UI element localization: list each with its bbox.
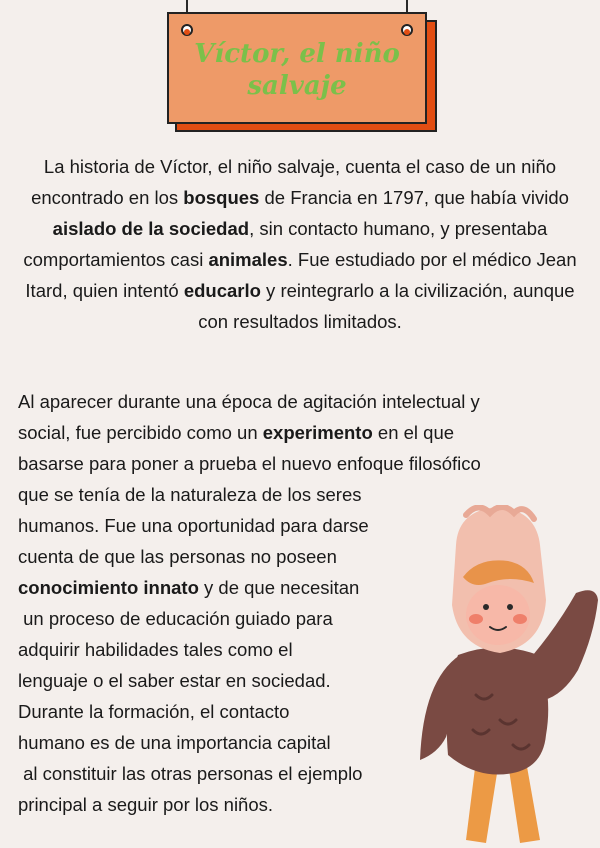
bold-run: aislado de la sociedad bbox=[52, 218, 250, 239]
nail-left-icon bbox=[181, 24, 193, 36]
text-line: Durante la formación, el contacto bbox=[18, 701, 290, 722]
text-run: y reintegrarlo a la civilización, aunque con resultados limitados. bbox=[198, 280, 575, 332]
title-line-2: salvaje bbox=[247, 71, 347, 101]
text-line: humano es de una importancia capital bbox=[18, 732, 331, 753]
text-line: un proceso de educación guiado para bbox=[18, 608, 333, 629]
page-title bbox=[192, 38, 402, 102]
text-line: principal a seguir por los niños. bbox=[18, 794, 274, 815]
text-line bbox=[18, 417, 578, 448]
sign-board bbox=[167, 12, 427, 124]
text-run: , sin contacto humano, y presentaba comportamientos casi bbox=[23, 218, 548, 270]
text-run: en el que bbox=[372, 422, 455, 443]
text-run: de Francia en 1797, que había vivido bbox=[259, 187, 569, 208]
bold-run: conocimiento innato bbox=[18, 577, 199, 598]
text-run: La historia de Víctor, el niño salvaje, cuenta el caso de un niño encontrado en los bbox=[31, 156, 557, 208]
bold-run: bosques bbox=[183, 187, 260, 208]
title-sign bbox=[167, 0, 435, 132]
text-line: que se tenía de la naturaleza de los seres bbox=[18, 484, 362, 505]
bold-run: animales bbox=[208, 249, 288, 270]
title-line-1: Víctor, el niño bbox=[194, 39, 400, 69]
text-line: basarse para poner a prueba el nuevo enfoque filosófico bbox=[18, 453, 481, 474]
text-line: al constituir las otras personas el ejemplo bbox=[18, 763, 363, 784]
text-run: y de que necesitan bbox=[198, 577, 360, 598]
text-line: lenguaje o el saber estar en sociedad. bbox=[18, 670, 331, 691]
text-line: Al aparecer durante una época de agitación intelectual y bbox=[18, 391, 480, 412]
text-run: social, fue percibido como un bbox=[18, 422, 263, 443]
text-line: cuenta de que las personas no poseen bbox=[18, 546, 337, 567]
text-line: humanos. Fue una oportunidad para darse bbox=[18, 515, 369, 536]
text-line: adquirir habilidades tales como el bbox=[18, 639, 293, 660]
nail-right-icon bbox=[401, 24, 413, 36]
bird-costume-child-illustration bbox=[418, 505, 600, 848]
text-run: . Fue estudiado por el médico Jean Itard, quien intentó bbox=[25, 249, 577, 301]
bold-run: experimento bbox=[262, 422, 373, 443]
intro-paragraph bbox=[20, 151, 580, 337]
bold-run: educarlo bbox=[183, 280, 261, 301]
